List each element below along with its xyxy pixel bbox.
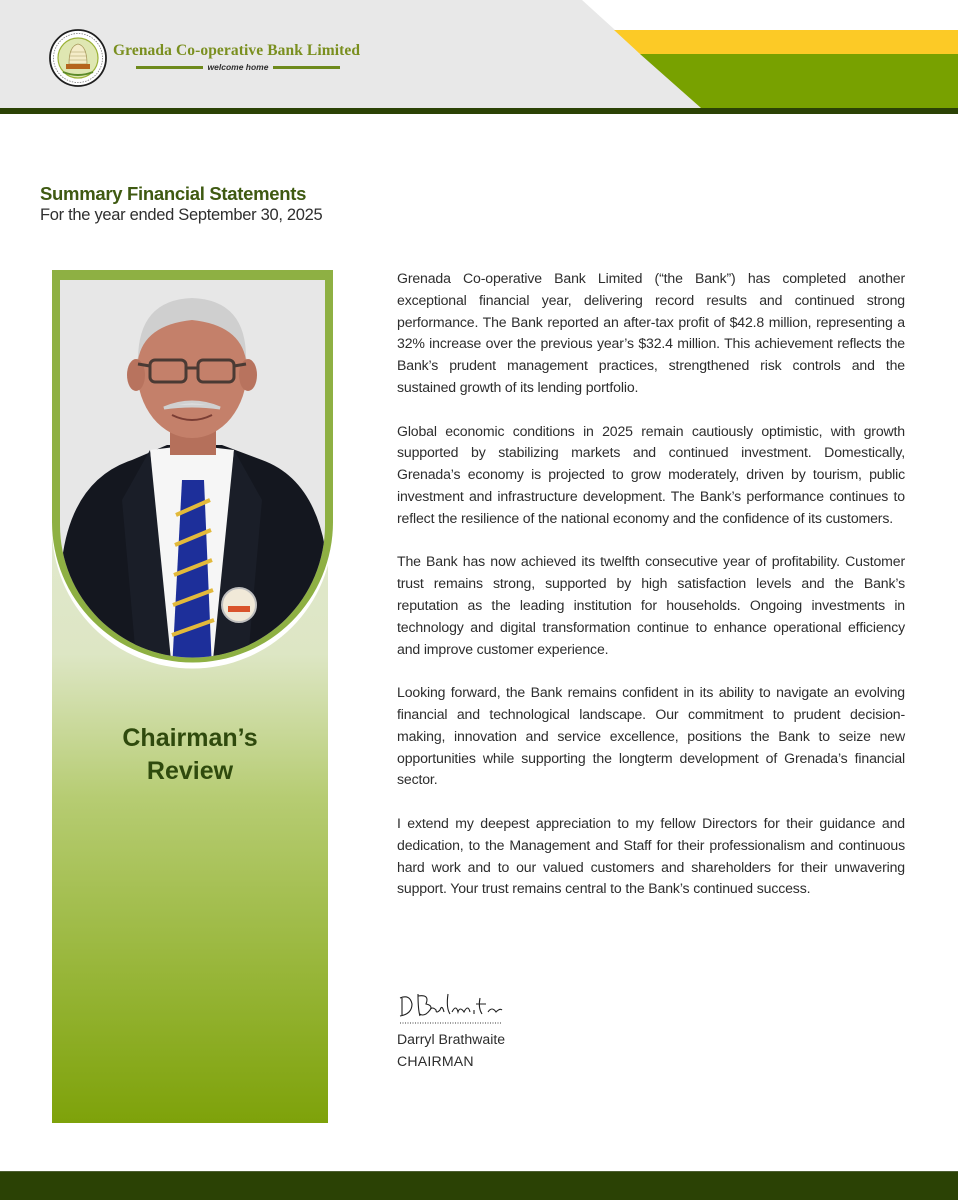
- paragraph: Grenada Co-operative Bank Limited (“the Bank”) has completed another exceptional financial year, delivering record results and continued strong performance. The Bank reported an after-tax profit of $42.8 million, representing a 32% increase over the previous year’s $32.4 million. This achievement reflects the Bank’s prudent management practices, strengthened risk controls and the sustained growth of its lending portfolio.: [397, 270, 905, 395]
- section-heading-line1: Chairman’s: [122, 724, 258, 752]
- document-title: Summary Financial Statements: [40, 183, 307, 204]
- signer-title: CHAIRMAN: [397, 1053, 474, 1069]
- review-body: [397, 268, 905, 922]
- section-heading: [52, 722, 328, 788]
- lapel-pin: [222, 588, 256, 622]
- page-header: [0, 0, 958, 114]
- tagline: welcome home: [207, 62, 269, 72]
- bank-name: Grenada Co-operative Bank Limited: [113, 42, 361, 59]
- footer-bar: [0, 1171, 958, 1200]
- beehive-seal-logo: [48, 28, 108, 88]
- section-heading-line2: Review: [146, 757, 234, 785]
- tagline-row: [136, 61, 340, 73]
- chairman-portrait: [52, 270, 333, 670]
- paragraph: Global economic conditions in 2025 remain cautiously optimistic, with growth supported by stabilizing markets and continued investment. Domestically, Grenada’s economy is projected to grow moderately, driven by tourism, public investment and infrastructure development. The Bank’s performance continues to reflect the resilience of the national economy and the confidence of its customers.: [397, 422, 905, 526]
- tagline-rule-left: [136, 66, 203, 69]
- signer-name: Darryl Brathwaite: [397, 1031, 506, 1047]
- paragraph: Looking forward, the Bank remains confident in its ability to navigate an evolving financial and technological landscape. Our commitment to prudent decision-making, innovation and service excellence, positions the Bank to seize new opportunities while supporting the longterm development of Grenada’s financial sector.: [397, 684, 905, 788]
- header-dark-rule: [0, 108, 958, 114]
- paragraph: I extend my deepest appreciation to my fellow Directors for their guidance and dedication, to the Management and Staff for their professionalism and continuous hard work and to our valued customers and shareholders for their unwavering support. Your trust remains central to the Bank’s continued success.: [397, 814, 905, 897]
- header-yellow-band: [614, 30, 958, 54]
- tagline-rule-right: [273, 66, 340, 69]
- paragraph: The Bank has now achieved its twelfth consecutive year of profitability. Customer trust remains strong, supported by high satisfaction levels and the Bank’s reputation as the leading institution for households. Ongoing investments in technology and digital transformation continue to enhance operational efficiency and improve customer experience.: [397, 553, 905, 657]
- signature: [396, 990, 506, 1026]
- document-subtitle: For the year ended September 30, 2025: [40, 206, 323, 224]
